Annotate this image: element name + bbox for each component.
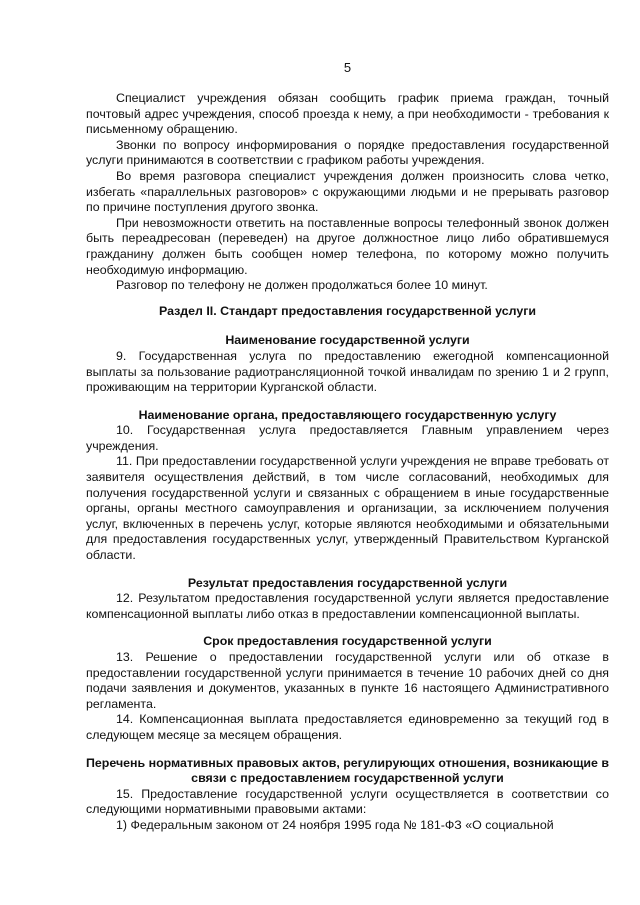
section-heading: Наименование государственной услуги — [225, 333, 470, 348]
document-body — [86, 91, 609, 834]
paragraph: 10. Государственная услуга предоставляется Главным управлением через учреждения. — [86, 423, 609, 453]
paragraph: 13. Решение о предоставлении государственной услуги или об отказе в предоставлении государственной услуги принимается в течение 10 рабочих дней со дня подачи заявления и документов, указанных в пункте 16 настоящего Административного регламента. — [86, 650, 609, 711]
page-number: 5 — [343, 60, 352, 75]
paragraph: 15. Предоставление государственной услуги осуществляется в соответствии со следующими нормативными правовыми актами: — [86, 786, 609, 817]
section-heading: Раздел II. Стандарт предоставления государственной услуги — [158, 303, 537, 318]
paragraph: 1) Федеральным законом от 24 ноября 1995 года № 181-ФЗ «О социальной — [116, 817, 554, 832]
section-heading: Перечень нормативных правовых актов, регулирующих отношения, возникающие в связи с предоставлением государственной услуги — [86, 755, 609, 786]
paragraph: Звонки по вопросу информирования о порядке предоставления государственной услуги принимаются в соответствии с графиком работы учреждения. — [86, 137, 609, 168]
paragraph: Разговор по телефону не должен продолжаться более 10 минут. — [116, 278, 488, 293]
paragraph: При невозможности ответить на поставленные вопросы телефонный звонок должен быть переадресован (переведен) на другое должностное лицо либо обратившемуся гражданину должен быть сообщен номер телефона, по которому можно получить необходимую информацию. — [86, 215, 609, 277]
paragraph: Специалист учреждения обязан сообщить график приема граждан, точный почтовый адрес учреждения, способ проезда к нему, а при необходимости - требования к письменному обращению. — [86, 91, 609, 137]
section-heading: Срок предоставления государственной услуги — [203, 634, 492, 649]
paragraph: Во время разговора специалист учреждения должен произносить слова четко, избегать «параллельных разговоров» с окружающими людьми и не прерывать разговор по причине поступления другого звонка. — [86, 168, 609, 215]
paragraph: 12. Результатом предоставления государственной услуги является предоставление компенсационной выплаты либо отказ в предоставлении компенсационной выплаты. — [86, 591, 609, 621]
section-heading: Наименование органа, предоставляющего государственную услугу — [138, 407, 557, 422]
paragraph: 9. Государственная услуга по предоставлению ежегодной компенсационной выплаты за пользование радиотрансляционной точкой инвалидам по зрению 1 и 2 групп, проживающим на территории Курганской области. — [86, 348, 609, 395]
paragraph: 14. Компенсационная выплата предоставляется единовременно за текущий год в следующем месяце за месяцем обращения. — [86, 712, 609, 742]
paragraph: 11. При предоставлении государственной услуги учреждения не вправе требовать от заявителя осуществления действий, в том числе согласований, необходимых для получения государственной услуги и связанных с обращением в иные государственные органы, органы местного самоуправления и организации, за исключением получения услуг, включенных в перечень услуг, которые являются необходимыми и обязательными для предоставления государственных услуг, утвержденный Правительством Курганской области. — [86, 454, 609, 563]
section-heading: Результат предоставления государственной услуги — [187, 575, 508, 590]
